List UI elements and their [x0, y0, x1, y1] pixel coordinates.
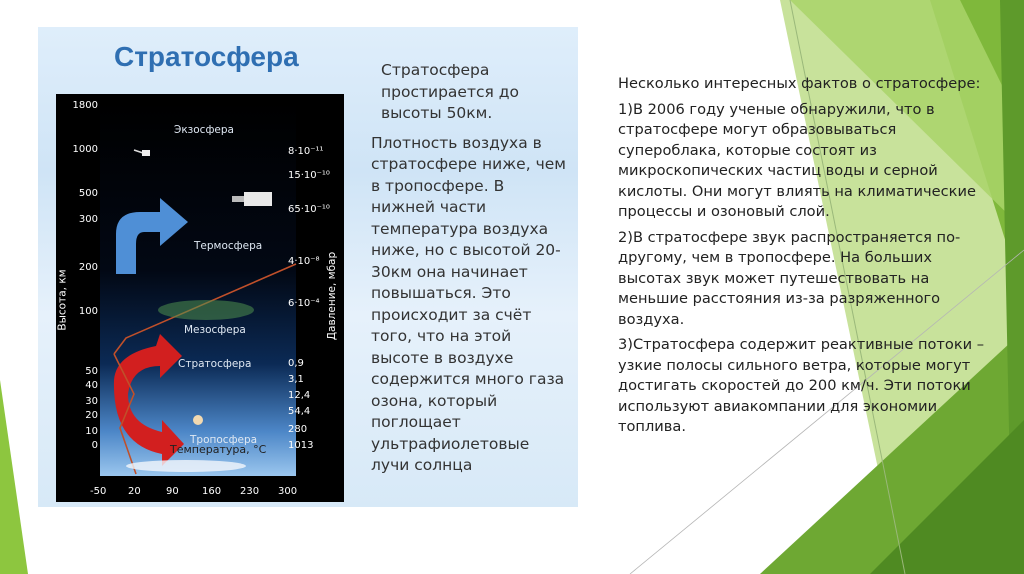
altitude-tick: 20 — [85, 410, 98, 421]
station-icon — [244, 192, 272, 206]
pressure-tick: 0,9 — [288, 358, 304, 369]
altitude-tick: 300 — [78, 214, 98, 225]
layer-label: Тропосфера — [190, 434, 258, 446]
temperature-axis-title: Температура, °С — [170, 443, 267, 456]
altitude-tick: 40 — [85, 380, 98, 391]
altitude-tick: 1000 — [72, 144, 98, 155]
cloud-shape — [126, 460, 246, 472]
layer-label: Мезосфера — [184, 324, 246, 336]
stratosphere-image — [38, 27, 578, 507]
temperature-tick: 90 — [166, 486, 179, 497]
pressure-tick: 8·10⁻¹¹ — [288, 146, 324, 157]
layer-label: Стратосфера — [178, 358, 252, 370]
pressure-axis-title: Давление, мбар — [326, 251, 339, 341]
diagram-graphics — [56, 94, 344, 502]
altitude-tick: 50 — [85, 366, 98, 377]
fact-item-2: 2)В стратосфере звук распространяется по-другому, чем в тропосфере. На больших высотах звук может путешествовать на меньшие расстояния из-за разряженного воздуха. — [618, 228, 961, 328]
temperature-tick: 230 — [240, 486, 260, 497]
blue-arrow-icon — [116, 198, 188, 274]
fact-item-1: 1)В 2006 году ученые обнаружили, что в стратосфере могут образовываться супероблака, которые состоят из микроскопических частиц воды и серной кислоты. Они могут влиять на климатические процессы и озоновый слой. — [618, 100, 976, 220]
temperature-tick: -50 — [90, 486, 107, 497]
pressure-tick: 4·10⁻⁸ — [288, 256, 320, 267]
altitude-tick: 30 — [85, 396, 98, 407]
altitude-tick: 10 — [85, 426, 98, 437]
pressure-tick: 1013 — [288, 440, 314, 451]
temperature-tick: 300 — [278, 486, 298, 497]
altitude-tick: 1800 — [72, 100, 98, 111]
facts-heading: Несколько интересных фактов о стратосфере: — [618, 75, 981, 92]
image-title: Стратосфера — [114, 41, 299, 72]
temperature-tick: 20 — [128, 486, 141, 497]
image-description — [371, 60, 571, 485]
temperature-tick: 160 — [202, 486, 222, 497]
pressure-tick: 65·10⁻¹⁰ — [288, 204, 330, 215]
layer-label: Экзосфера — [174, 124, 234, 136]
balloon-icon — [193, 415, 203, 425]
altitude-tick: 100 — [78, 306, 98, 317]
fact-item-3: 3)Стратосфера содержит реактивные потоки – узкие полосы сильного ветра, которые могут достигать скоростей до 200 км/ч. Эти потоки используют авиакомпании для экономии топлива. — [618, 336, 985, 435]
pressure-tick: 54,4 — [288, 406, 311, 417]
layer-label: Термосфера — [194, 240, 263, 252]
pressure-tick: 280 — [288, 424, 308, 435]
image-intro: Стратосфера простирается до высоты 50км. — [381, 61, 519, 122]
altitude-tick: 0 — [91, 440, 98, 451]
pressure-tick: 15·10⁻¹⁰ — [288, 170, 330, 181]
pressure-tick: 3,1 — [288, 374, 304, 385]
altitude-axis-title: Высота, км — [56, 269, 69, 331]
altitude-tick: 500 — [78, 188, 98, 199]
facts-section — [618, 74, 998, 443]
altitude-tick: 200 — [78, 262, 98, 273]
image-body: Плотность воздуха в стратосфере ниже, чем в тропосфере. В нижней части температура воздуха ниже, но с высотой 20-30км она начинает повышаться. Это происходит за счёт того, что на этой высоте в воздухе содержится много газа озона, который поглощает ультрафиолетовые лучи солнца — [371, 133, 566, 474]
pressure-tick: 12,4 — [288, 390, 311, 401]
aurora-glow — [158, 300, 254, 320]
pressure-tick: 6·10⁻⁴ — [288, 298, 320, 309]
atmosphere-diagram — [56, 94, 344, 502]
